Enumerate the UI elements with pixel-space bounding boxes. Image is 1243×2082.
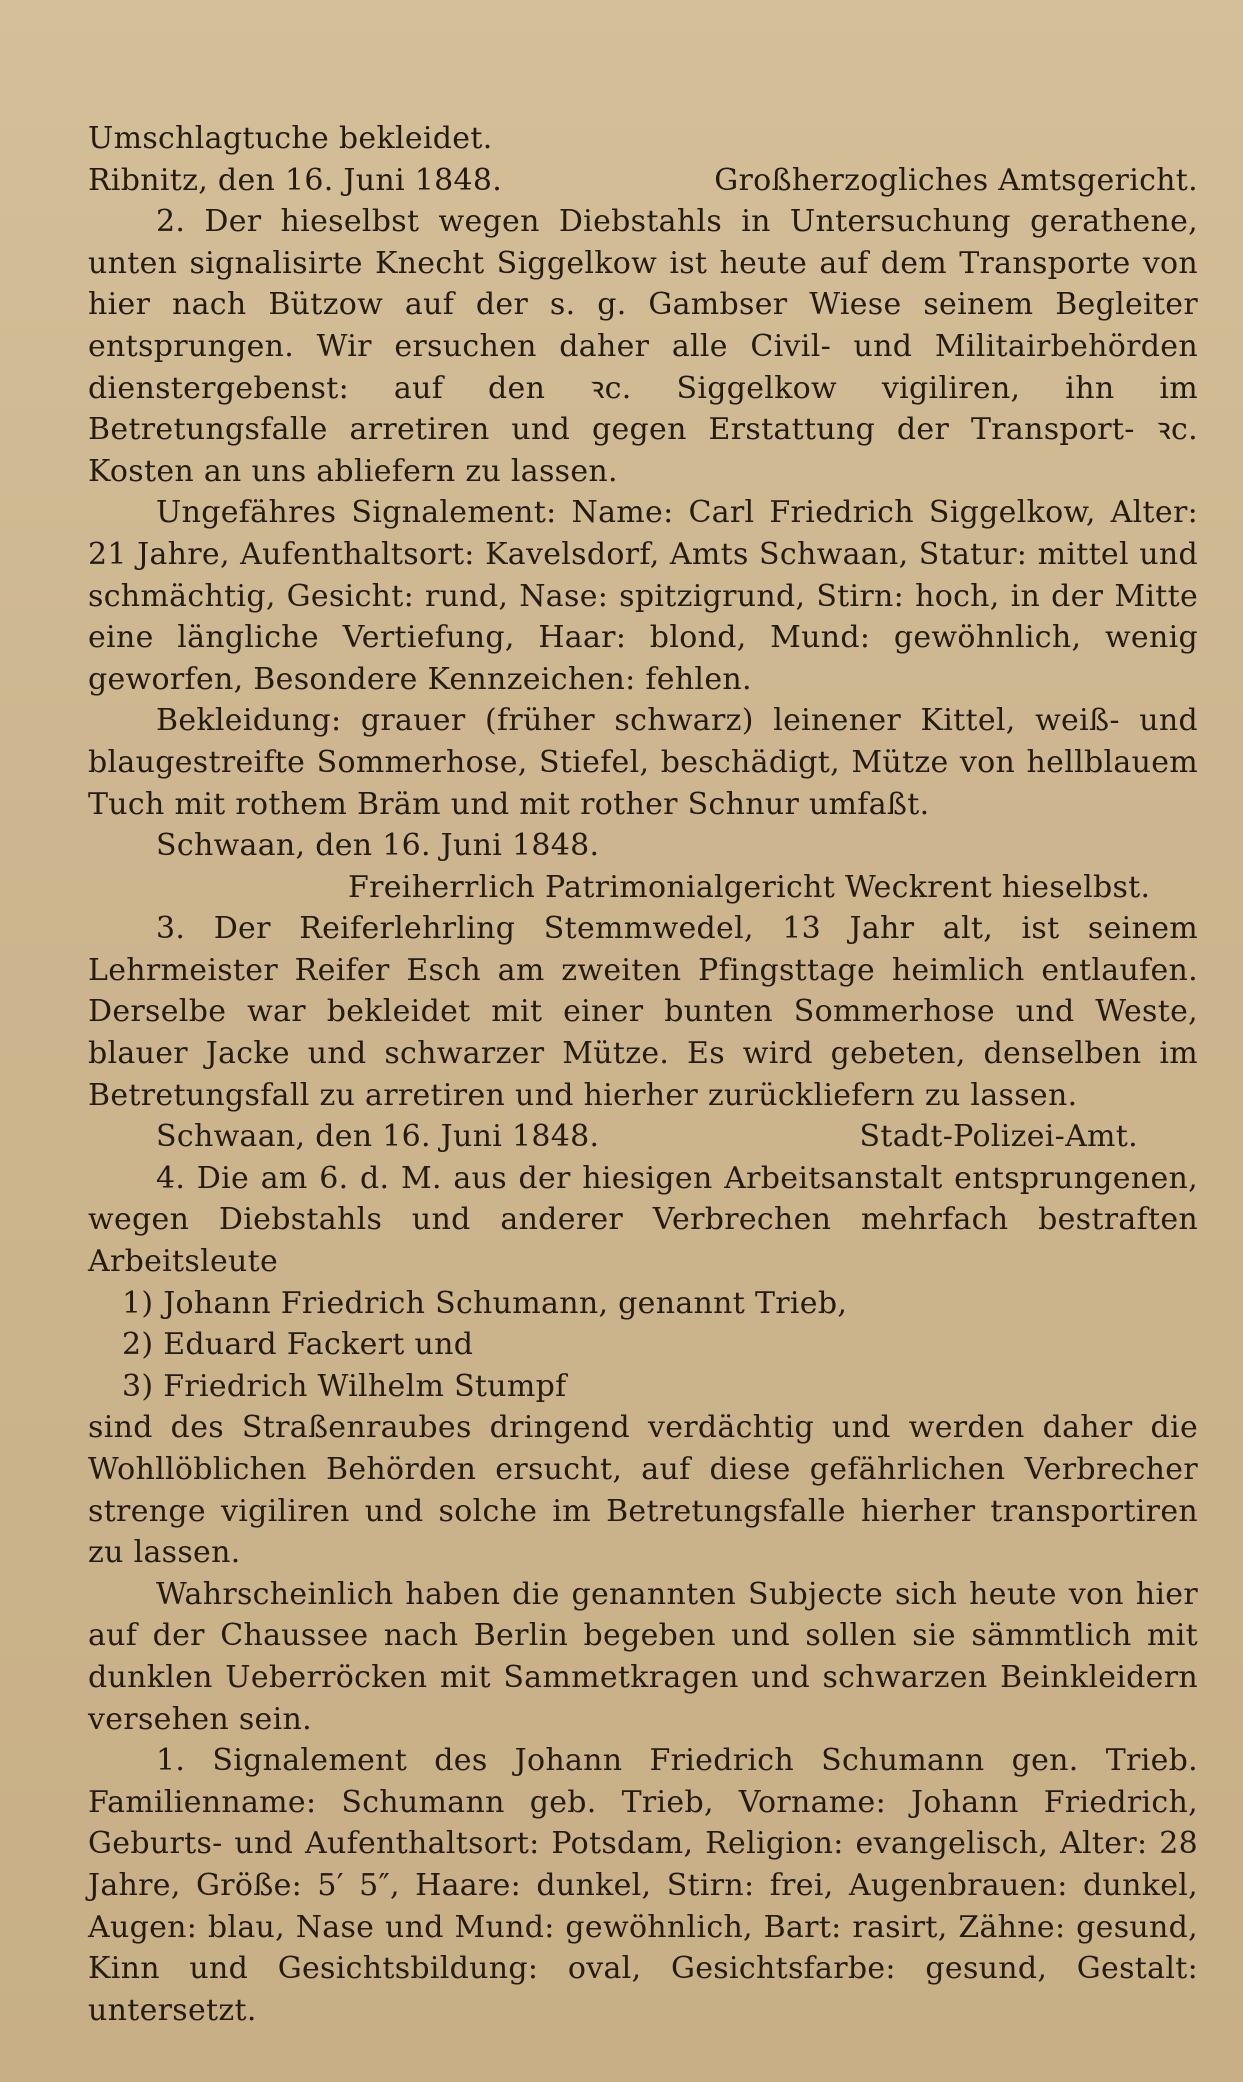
- notice-4: 4. Die am 6. d. M. aus der hiesigen Arbeitsanstalt entsprungenen, wegen Diebstahls und anderer Verbrechen mehrfach bestraften Arbeitsleute: [88, 1160, 1198, 1280]
- notice-2-description: Ungefähres Signalement: Name: Carl Friedrich Siggelkow, Alter: 21 Jahre, Aufenthaltsort: Kavelsdorf, Amts Schwaan, Statur: mittel und schmächtig, Gesicht: rund, Nase: spitzigrund, Stirn: hoch, in der Mitte eine längliche Vertiefung, Haar: blond, Mund: gewöhnlich, wenig geworfen, Besondere Kennzeichen: fehlen.: [88, 495, 1198, 697]
- notice-3-authority: Stadt-Polizei-Amt.: [859, 1119, 1138, 1155]
- notice-3-date: Schwaan, den 16. Juni 1848.: [156, 1119, 600, 1155]
- fugitive-2: 2) Eduard Fackert und: [122, 1327, 474, 1363]
- notice-2-date: Schwaan, den 16. Juni 1848.: [156, 828, 600, 864]
- notice-2-clothing: Bekleidung: grauer (früher schwarz) leinener Kittel, weiß- und blaugestreifte Sommerhose, Stiefel, beschädigt, Mütze von hellblauem Tuch mit rothem Bräm und mit rother Schnur umfaßt.: [88, 703, 1198, 822]
- notice-2-authority: Freiherrlich Patrimonialgericht Weckrent hieselbst.: [348, 869, 1151, 905]
- line-clothing: Umschlagtuche bekleidet.: [88, 121, 493, 156]
- notice-2: 2. Der hieselbst wegen Diebstahls in Untersuchung gerathene, unten signalisirte Knecht Siggelkow ist heute auf dem Transporte von hier nach Bützow auf der s. g. Gambser Wiese seinem Begleiter entsprungen. Wir ersuchen daher alle Civil- und Militairbehörden dienstergebenst: auf den ꝛc. Siggelkow vigiliren, ihn im Betretungsfalle arretiren und gegen Erstattung der Transport- ꝛc. Kosten an uns abliefern zu lassen.: [88, 204, 1198, 489]
- notice-3: 3. Der Reiferlehrling Stemmwedel, 13 Jahr alt, ist seinem Lehrmeister Reifer Esch am zweiten Pfingsttage heimlich entlaufen. Derselbe war bekleidet mit einer bunten Sommerhose und Weste, blauer Jacke und schwarzer Mütze. Es wird gebeten, denselben im Betretungsfall zu arretiren und hierher zurückliefern zu lassen.: [88, 911, 1198, 1113]
- date-ribnitz: Ribnitz, den 16. Juni 1848.: [88, 162, 503, 198]
- notice-4-request: sind des Straßenraubes dringend verdächtig und werden daher die Wohllöblichen Behörden ersucht, auf diese gefährlichen Verbrecher strenge vigiliren und solche im Betretungsfalle hierher transportiren zu lassen.: [88, 1410, 1198, 1571]
- fugitive-1: 1) Johann Friedrich Schumann, genannt Trieb,: [122, 1285, 848, 1321]
- article-text: [88, 118, 1198, 2031]
- notice-4-probable: Wahrscheinlich haben die genannten Subjecte sich heute von hier auf der Chaussee nach Berlin begeben und sollen sie sämmtlich mit dunklen Ueberröcken mit Sammetkragen und schwarzen Beinkleidern versehen sein.: [88, 1576, 1198, 1737]
- signature-row-schwaan: [88, 1116, 1198, 1158]
- signature-row-ribnitz: [88, 160, 1198, 202]
- authority-ribnitz: Großherzogliches Amtsgericht.: [714, 162, 1198, 198]
- fugitive-3: 3) Friedrich Wilhelm Stumpf: [122, 1368, 567, 1404]
- notice-4-signalement: 1. Signalement des Johann Friedrich Schumann gen. Trieb. Familienname: Schumann geb. Trieb, Vorname: Johann Friedrich, Geburts- und Aufenthaltsort: Potsdam, Religion: evangelisch, Alter: 28 Jahre, Größe: 5′ 5″, Haare: dunkel, Stirn: frei, Augenbrauen: dunkel, Augen: blau, Nase und Mund: gewöhnlich, Bart: rasirt, Zähne: gesund, Kinn und Gesichtsbildung: oval, Gesichtsfarbe: gesund, Gestalt: untersetzt.: [88, 1743, 1198, 2028]
